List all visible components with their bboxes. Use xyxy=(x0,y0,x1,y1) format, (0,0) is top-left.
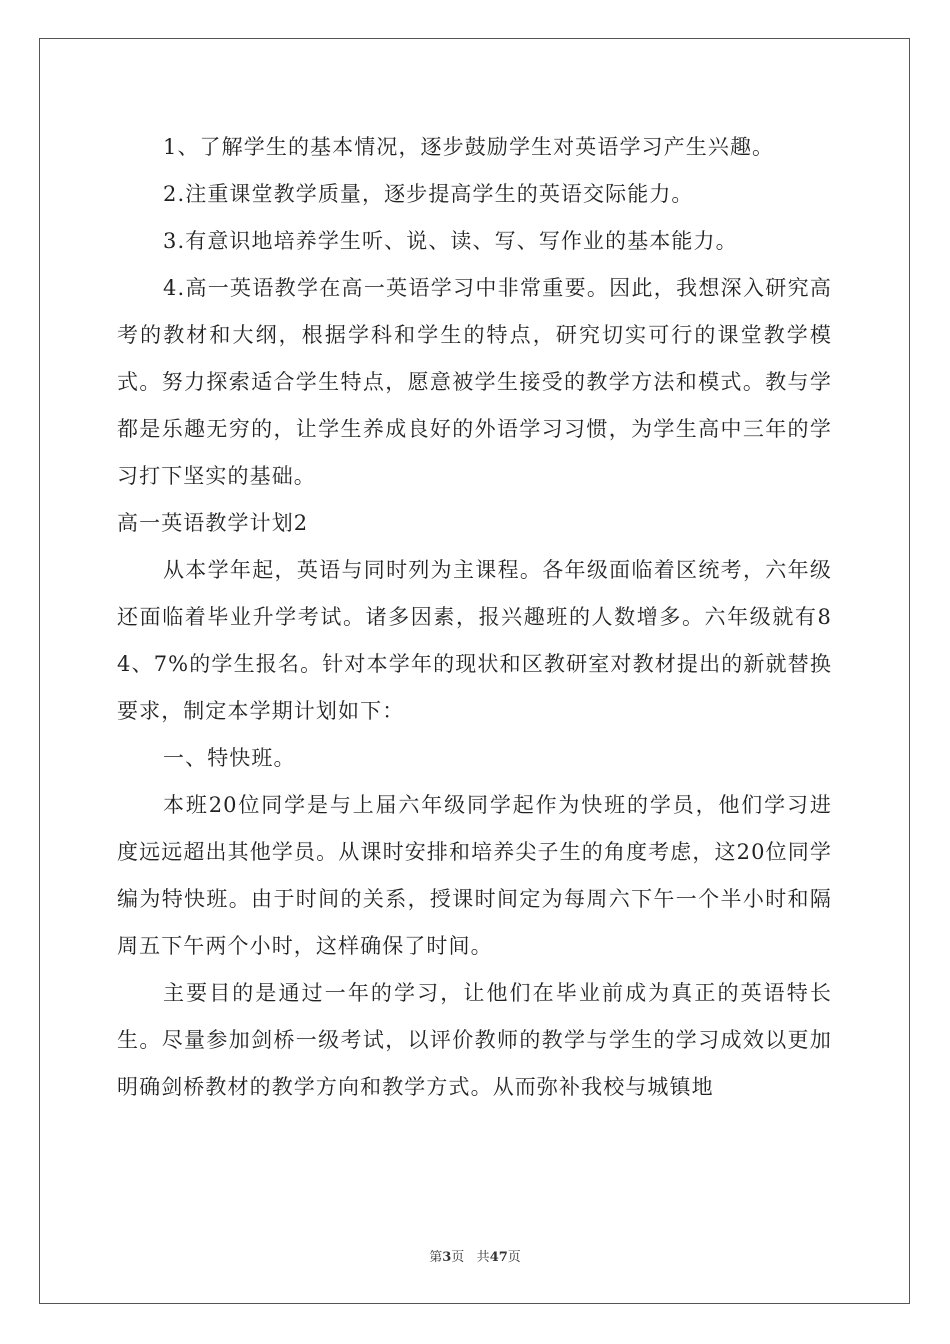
paragraph-class-description: 本班20位同学是与上届六年级同学起作为快班的学员，他们学习进度远远超出其他学员。从课时安排和培养尖子生的角度考虑，这20位同学编为特快班。由于时间的关系，授课时间定为每周六下午一个半小时和隔周五下午两个小时，这样确保了时间。 xyxy=(117,793,832,958)
total-pages: 47 xyxy=(489,1250,508,1265)
page-suffix: 页 xyxy=(451,1250,465,1265)
paragraph-goal-2: 2.注重课堂教学质量，逐步提高学生的英语交际能力。 xyxy=(163,182,694,206)
page-prefix: 第 xyxy=(429,1250,443,1265)
paragraph-intro: 从本学年起，英语与同时列为主课程。各年级面临着区统考，六年级还面临着毕业升学考试。诸多因素，报兴趣班的人数增多。六年级就有84、7%的学生报名。针对本学年的现状和区教研室对教材提出的新就替换要求，制定本学期计划如下： xyxy=(117,558,832,723)
paragraph-goal-4: 4.高一英语教学在高一英语学习中非常重要。因此，我想深入研究高考的教材和大纲，根据学科和学生的特点，研究切实可行的课堂教学模式。努力探索适合学生特点，愿意被学生接受的教学方法和模式。教与学都是乐趣无穷的，让学生养成良好的外语学习习惯，为学生高中三年的学习打下坚实的基础。 xyxy=(117,276,832,488)
section-heading: 高一英语教学计划2 xyxy=(117,511,309,535)
page-footer xyxy=(0,1246,950,1265)
document-body xyxy=(117,124,832,1111)
page-number: 3 xyxy=(442,1250,452,1265)
total-prefix: 共 xyxy=(476,1250,490,1265)
paragraph-objective: 主要目的是通过一年的学习，让他们在毕业前成为真正的英语特长生。尽量参加剑桥一级考试，以评价教师的教学与学生的学习成效以更加明确剑桥教材的教学方向和教学方式。从而弥补我校与城镇地 xyxy=(117,981,832,1099)
paragraph-goal-1: 1、了解学生的基本情况，逐步鼓励学生对英语学习产生兴趣。 xyxy=(163,135,775,159)
total-suffix: 页 xyxy=(507,1250,521,1265)
paragraph-goal-3: 3.有意识地培养学生听、说、读、写、写作业的基本能力。 xyxy=(163,229,738,253)
paragraph-subheading: 一、特快班。 xyxy=(163,746,296,770)
